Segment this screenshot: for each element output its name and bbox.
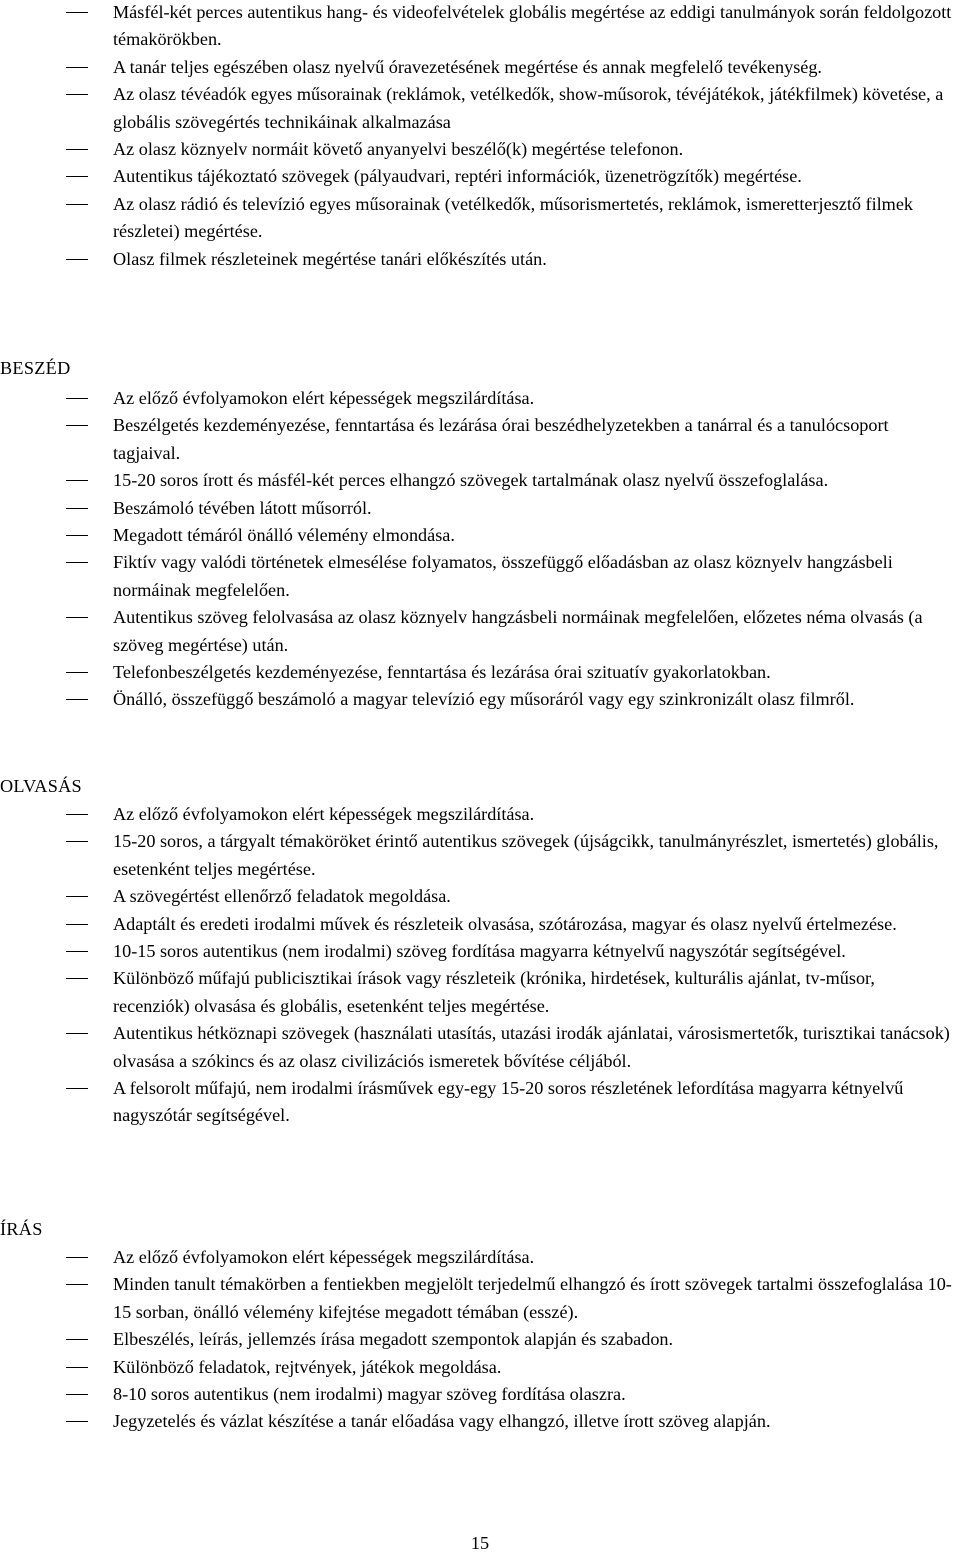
list-item: [0, 1326, 960, 1353]
list-item: [0, 659, 960, 686]
dash-bullet-icon: [66, 425, 88, 426]
dash-bullet-icon: [66, 1339, 88, 1340]
list-item: [0, 686, 960, 713]
dash-bullet-icon: [66, 12, 88, 13]
list-item: [0, 1381, 960, 1408]
list-item: [0, 801, 960, 828]
list-item: [0, 911, 960, 938]
dash-bullet-icon: [66, 480, 88, 481]
olvasas-list: [0, 801, 960, 1130]
list-item: [0, 828, 960, 883]
list-item-text: Adaptált és eredeti irodalmi művek és részleteik olvasása, szótározása, magyar és olasz nyelvű értelmezése.: [113, 913, 897, 934]
list-item-text: Autentikus szöveg felolvasása az olasz köznyelv hangzásbeli normáinak megfelelően, előzetes néma olvasás (a szöveg megértése) után.: [113, 607, 923, 655]
dash-bullet-icon: [66, 951, 88, 952]
list-item: [0, 1354, 960, 1381]
dash-bullet-icon: [66, 149, 88, 150]
list-item-text: Autentikus tájékoztató szövegek (pályaudvari, reptéri információk, üzenetrögzítők) megértése.: [113, 166, 802, 187]
dash-bullet-icon: [66, 1367, 88, 1368]
list-item: [0, 1408, 960, 1435]
list-item-text: 8-10 soros autentikus (nem irodalmi) magyar szöveg fordítása olaszra.: [113, 1384, 626, 1405]
list-item: [0, 549, 960, 604]
dash-bullet-icon: [66, 94, 88, 95]
dash-bullet-icon: [66, 1394, 88, 1395]
list-item-text: Beszámoló tévében látott műsorról.: [113, 497, 372, 518]
dash-bullet-icon: [66, 1088, 88, 1089]
list-item-text: Az olasz rádió és televízió egyes műsorainak (vetélkedők, műsorismertetés, reklámok, ismeretterjesztő filmek részletei) megértése.: [113, 193, 913, 242]
dash-bullet-icon: [66, 1033, 88, 1034]
list-item-text: Az olasz köznyelv normáit követő anyanyelvi beszélő(k) megértése telefonon.: [113, 139, 684, 160]
dash-bullet-icon: [66, 896, 88, 897]
list-item-text: Különböző feladatok, rejtvények, játékok megoldása.: [113, 1356, 502, 1377]
dash-bullet-icon: [66, 1284, 88, 1285]
list-item: [0, 385, 960, 412]
dash-bullet-icon: [66, 67, 88, 68]
list-item: [0, 412, 960, 467]
dash-bullet-icon: [66, 398, 88, 399]
list-item-text: Önálló, összefüggő beszámoló a magyar televízió egy műsoráról vagy egy szinkronizált olasz filmről.: [113, 689, 855, 710]
list-item: [0, 495, 960, 522]
dash-bullet-icon: [66, 699, 88, 700]
list-item: [0, 1020, 960, 1075]
page-number: 15: [470, 1533, 490, 1553]
list-item-text: Minden tanult témakörben a fentiekben megjelölt terjedelmű elhangzó és írott szövegek tartalmi összefoglalása 10-15 sorban, önálló vélemény kifejtése megadott témában (esszé).: [113, 1274, 952, 1322]
dash-bullet-icon: [66, 841, 88, 842]
list-item-text: Telefonbeszélgetés kezdeményezése, fenntartása és lezárása órai szituatív gyakorlatokban.: [113, 662, 771, 683]
list-item: [0, 191, 960, 246]
list-item: [0, 604, 960, 659]
section-heading-iras: ÍRÁS: [0, 1219, 43, 1239]
list-item: [0, 246, 960, 273]
list-item: [0, 522, 960, 549]
list-item: [0, 1075, 960, 1130]
list-item: [0, 1244, 960, 1271]
list-item-text: Olasz filmek részleteinek megértése tanári előkészítés után.: [113, 248, 547, 269]
dash-bullet-icon: [66, 1421, 88, 1422]
list-item: [0, 163, 960, 190]
list-item: [0, 0, 960, 54]
dash-bullet-icon: [66, 672, 88, 673]
list-item-text: Másfél-két perces autentikus hang- és videofelvételek globális megértése az eddigi tanulmányok során feldolgozott témakörökben.: [113, 2, 952, 50]
dash-bullet-icon: [66, 978, 88, 979]
list-item: [0, 136, 960, 163]
dash-bullet-icon: [66, 814, 88, 815]
dash-bullet-icon: [66, 176, 88, 177]
dash-bullet-icon: [66, 259, 88, 260]
list-item: [0, 467, 960, 494]
list-item-text: 10-15 soros autentikus (nem irodalmi) szöveg fordítása magyarra kétnyelvű nagyszótár segítségével.: [113, 941, 846, 962]
list-item-text: 15-20 soros, a tárgyalt témaköröket érintő autentikus szövegek (újságcikk, tanulmányrészlet, ismertetés) globális, esetenként teljes megértése.: [113, 831, 939, 879]
list-item-text: Elbeszélés, leírás, jellemzés írása megadott szempontok alapján és szabadon.: [113, 1329, 674, 1350]
list-item-text: 15-20 soros írott és másfél-két perces elhangzó szövegek tartalmának olasz nyelvű összefoglalása.: [113, 470, 829, 491]
list-item-text: A tanár teljes egészében olasz nyelvű óravezetésének megértése és annak megfelelő tevékenység.: [113, 56, 822, 77]
list-item-text: Az előző évfolyamokon elért képességek megszilárdítása.: [113, 804, 535, 824]
dash-bullet-icon: [66, 204, 88, 205]
list-item: [0, 1271, 960, 1326]
list-item-text: Autentikus hétköznapi szövegek (használati utasítás, utazási irodák ajánlatai, városismertetők, turisztikai tanácsok) olvasása a szókincs és az olasz civilizációs ismeretek bővítése céljából.: [113, 1023, 950, 1071]
list-item-text: Az előző évfolyamokon elért képességek megszilárdítása.: [113, 388, 535, 408]
list-item: [0, 81, 960, 136]
list-item-text: A szövegértést ellenőrző feladatok megoldása.: [113, 886, 451, 907]
list-item-text: Beszélgetés kezdeményezése, fenntartása és lezárása órai beszédhelyzetekben a tanárral és a tanulócsoport tagjaival.: [113, 415, 889, 463]
section-heading-beszed: BESZÉD: [0, 358, 71, 378]
list-item: [0, 883, 960, 910]
section-heading-olvasas: OLVASÁS: [0, 776, 82, 796]
list-item-text: Az olasz tévéadók egyes műsorainak (reklámok, vetélkedők, show-műsorok, tévéjátékok, játékfilmek) követése, a globális szövegértés technikáinak alkalmazása: [113, 84, 944, 132]
list-item: [0, 965, 960, 1020]
beszed-list: [0, 385, 960, 714]
dash-bullet-icon: [66, 617, 88, 618]
list-item-text: Az előző évfolyamokon elért képességek megszilárdítása.: [113, 1247, 535, 1267]
iras-list: [0, 1244, 960, 1436]
list-item: [0, 54, 960, 81]
list-item-text: Különböző műfajú publicisztikai írások vagy részleteik (krónika, hirdetések, kulturális ajánlat, tv-műsor, recenziók) olvasása és globális, esetenként teljes megértése.: [113, 968, 875, 1016]
dash-bullet-icon: [66, 535, 88, 536]
list-item: [0, 938, 960, 965]
list-item-text: Fiktív vagy valódi történetek elmesélése folyamatos, összefüggő előadásban az olasz köznyelv hangzásbeli normáinak megfelelően.: [113, 552, 893, 600]
dash-bullet-icon: [66, 508, 88, 509]
list-item-text: Megadott témáról önálló vélemény elmondása.: [113, 525, 455, 546]
intro-list: [0, 0, 960, 273]
list-item-text: A felsorolt műfajú, nem irodalmi írásművek egy-egy 15-20 soros részletének lefordítása magyarra kétnyelvű nagyszótár segítségével.: [113, 1078, 904, 1126]
dash-bullet-icon: [66, 1257, 88, 1258]
list-item-text: Jegyzetelés és vázlat készítése a tanár előadása vagy elhangzó, illetve írott szöveg alapján.: [113, 1411, 771, 1432]
dash-bullet-icon: [66, 562, 88, 563]
dash-bullet-icon: [66, 924, 88, 925]
